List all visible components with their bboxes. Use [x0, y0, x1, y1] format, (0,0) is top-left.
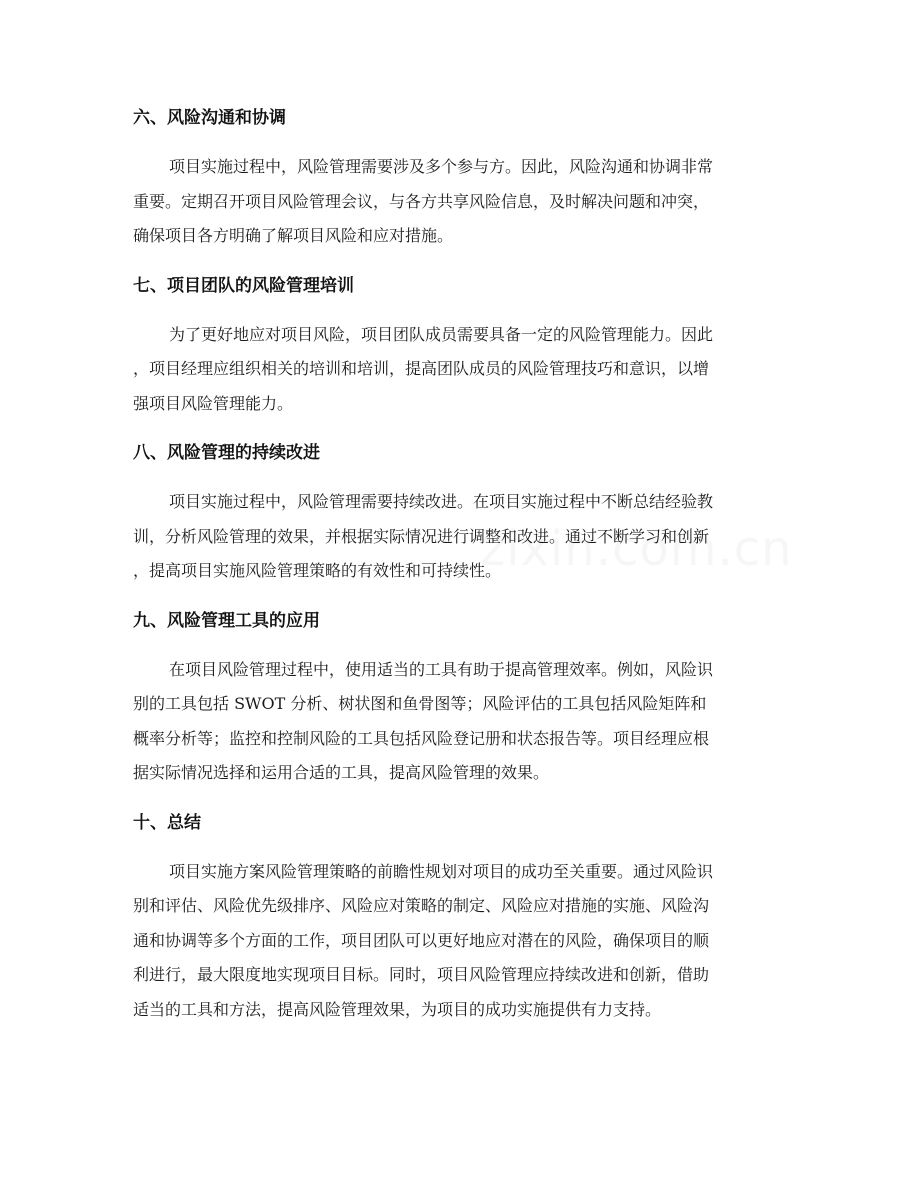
paragraph-line: 为了更好地应对项目风险，项目团队成员需要具备一定的风险管理能力。因此 — [169, 324, 714, 344]
paragraph-line: 项目实施过程中，风险管理需要涉及多个参与方。因此，风险沟通和协调非常 — [169, 157, 714, 176]
section-heading: 十、总结 — [133, 812, 201, 833]
paragraph-line: 别和评估、风险优先级排序、风险应对策略的制定、风险应对措施的实施、风险沟 — [133, 896, 710, 915]
paragraph-line: 据实际情况选择和运用合适的工具，提高风险管理的效果。 — [133, 763, 550, 782]
section-continuous-improvement — [133, 439, 789, 607]
paragraph-line: ，项目经理应组织相关的培训和培训，提高团队成员的风险管理技巧和意识，以增 — [133, 359, 710, 378]
section-paragraph — [133, 150, 789, 254]
section-risk-tools — [133, 607, 789, 809]
section-paragraph — [133, 318, 789, 422]
paragraph-line: 概率分析等；监控和控制风险的工具包括风险登记册和状态报告等。项目经理应根 — [133, 728, 710, 748]
section-heading: 七、项目团队的风险管理培训 — [133, 275, 354, 296]
section-paragraph — [133, 485, 789, 589]
paragraph-line: 重要。定期召开项目风险管理会议，与各方共享风险信息，及时解决问题和冲突， — [133, 191, 710, 211]
section-risk-communication — [133, 104, 789, 272]
paragraph-line: 通和协调等多个方面的工作，项目团队可以更好地应对潜在的风险，确保项目的顺 — [133, 930, 710, 950]
section-paragraph — [133, 653, 789, 791]
paragraph-line: 训，分析风险管理的效果，并根据实际情况进行调整和改进。通过不断学习和创新 — [133, 526, 710, 546]
section-paragraph — [133, 855, 789, 1028]
paragraph-line: 在项目风险管理过程中，使用适当的工具有助于提高管理效率。例如，风险识 — [169, 659, 714, 679]
section-heading: 八、风险管理的持续改进 — [133, 443, 320, 463]
paragraph-line: 适当的工具和方法，提高风险管理效果，为项目的成功实施提供有力支持。 — [133, 999, 662, 1019]
paragraph-line: 项目实施方案风险管理策略的前瞻性规划对项目的成功至关重要。通过风险识 — [169, 861, 714, 881]
section-heading: 九、风险管理工具的应用 — [133, 610, 320, 631]
paragraph-line: 利进行，最大限度地实现项目目标。同时，项目风险管理应持续改进和创新，借助 — [133, 965, 710, 984]
document-body — [133, 104, 789, 1027]
section-team-training — [133, 272, 789, 440]
paragraph-line: 项目实施过程中，风险管理需要持续改进。在项目实施过程中不断总结经验教 — [169, 492, 714, 511]
paragraph-line: 强项目风险管理能力。 — [133, 393, 294, 413]
section-summary — [133, 809, 789, 1028]
paragraph-line: 别的工具包括 SWOT 分析、树状图和鱼骨图等；风险评估的工具包括风险矩阵和 — [133, 694, 707, 713]
paragraph-line: 确保项目各方明确了解项目风险和应对措施。 — [133, 226, 454, 245]
section-heading: 六、风险沟通和协调 — [133, 108, 286, 128]
paragraph-line: ，提高项目实施风险管理策略的有效性和可持续性。 — [133, 561, 502, 580]
